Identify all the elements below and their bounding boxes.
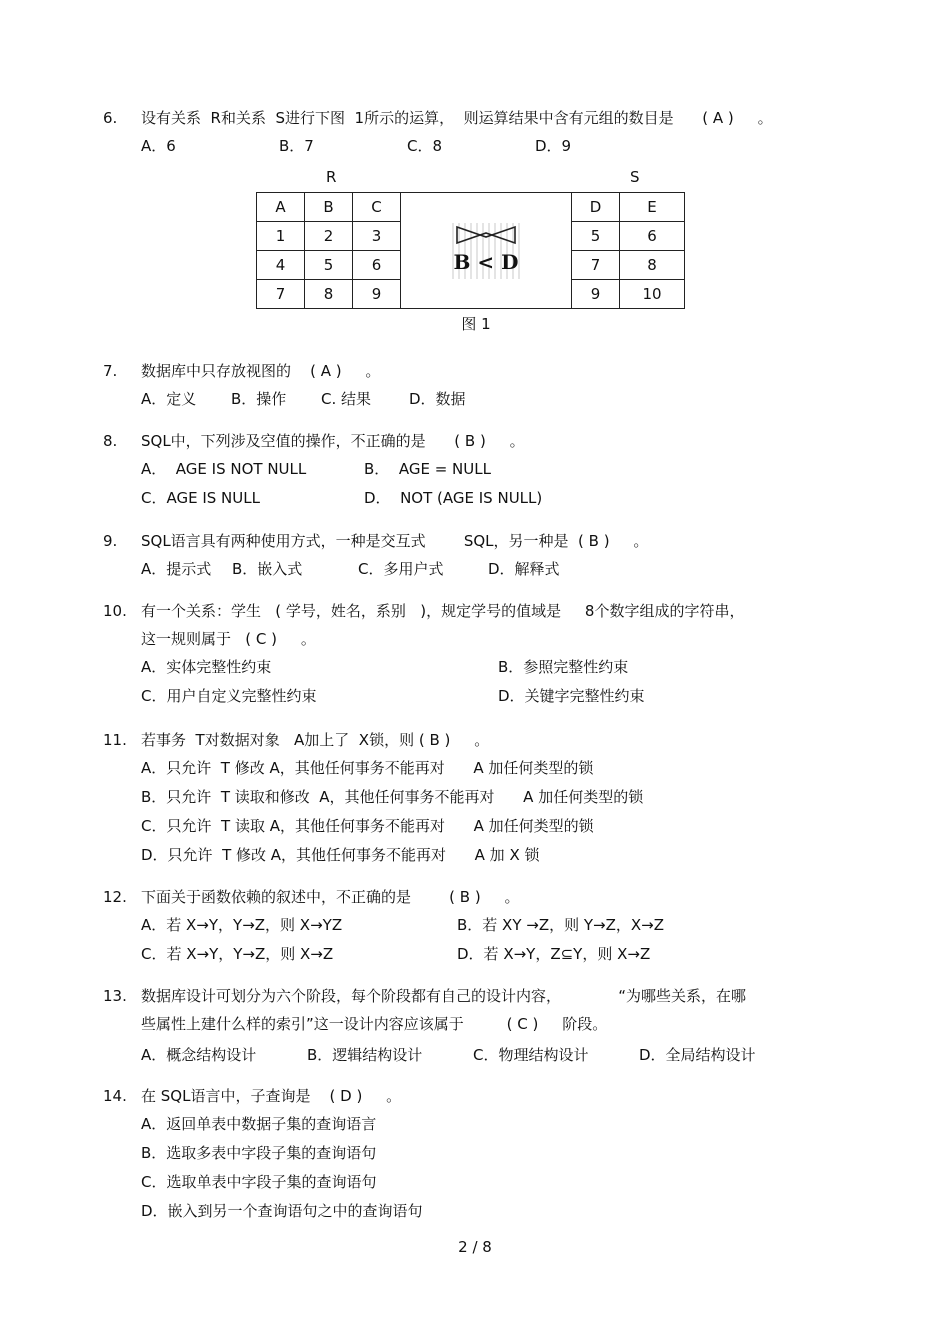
question-number: 11.: [103, 731, 127, 749]
option-c: C．AGE IS NULL: [141, 489, 260, 507]
table-cell: E: [620, 193, 685, 222]
table-cell: 10: [620, 280, 685, 309]
question-number: 7.: [103, 362, 118, 380]
table-cell: 8: [305, 280, 353, 309]
option-a: A．若 X→Y，Y→Z，则 X→YZ: [141, 916, 343, 934]
option-b: B．选取多表中字段子集的查询语句: [141, 1144, 377, 1162]
option-d: D．解释式: [488, 560, 560, 578]
relation-r-table: [256, 192, 401, 309]
question-6: [103, 104, 863, 161]
join-condition: B < D: [453, 249, 519, 274]
table-header-row: [572, 193, 685, 222]
question-text: 下面关于函数依赖的叙述中，不正确的是 ( B ) 。: [141, 888, 520, 906]
relation-s-table: [571, 192, 685, 309]
question-10: [103, 597, 863, 711]
question-number: 9.: [103, 532, 118, 550]
question-14: [103, 1082, 863, 1226]
table-cell: 3: [353, 222, 401, 251]
option-b: B．参照完整性约束: [498, 658, 629, 676]
table-cell: 7: [572, 251, 620, 280]
table-cell: 2: [305, 222, 353, 251]
table-cell: 5: [572, 222, 620, 251]
table-cell: A: [257, 193, 305, 222]
question-number: 8.: [103, 432, 118, 450]
table-cell: 4: [257, 251, 305, 280]
question-text: 数据库中只存放视图的 ( A ) 。: [141, 362, 381, 380]
table-row: [257, 280, 401, 309]
question-13: [103, 982, 863, 1072]
option-c: C．只允许 T 读取 A，其他任何事务不能再对 A 加任何类型的锁: [141, 817, 594, 835]
table-cell: 5: [305, 251, 353, 280]
question-number: 6.: [103, 109, 118, 127]
figure-1: [256, 166, 696, 337]
question-11: [103, 726, 863, 870]
table-row: [572, 251, 685, 280]
table-cell: 7: [257, 280, 305, 309]
option-a: A．实体完整性约束: [141, 658, 272, 676]
table-cell: D: [572, 193, 620, 222]
table-row: [257, 251, 401, 280]
option-b: B．逻辑结构设计: [307, 1046, 423, 1064]
option-c: C．选取单表中字段子集的查询语句: [141, 1173, 377, 1191]
option-c: C．物理结构设计: [473, 1046, 589, 1064]
option-c: C．8: [407, 137, 443, 155]
question-number: 10.: [103, 602, 127, 620]
table-row: [572, 222, 685, 251]
option-a: A． AGE IS NOT NULL: [141, 460, 307, 478]
option-a: A．返回单表中数据子集的查询语言: [141, 1115, 377, 1133]
question-8: [103, 427, 863, 513]
option-a: A．6: [141, 137, 176, 155]
question-7: [103, 357, 863, 414]
relation-s-label: S: [630, 168, 640, 186]
theta-join-operator: [401, 192, 571, 309]
option-a: A．定义: [141, 390, 197, 408]
question-text: SQL语言具有两种使用方式，一种是交互式 SQL，另一种是 ( B ) 。: [141, 532, 649, 550]
option-b: B．嵌入式: [232, 560, 303, 578]
question-12: [103, 883, 863, 969]
option-c: C．用户自定义完整性约束: [141, 687, 317, 705]
table-cell: B: [305, 193, 353, 222]
table-cell: 8: [620, 251, 685, 280]
option-d: D．数据: [409, 390, 466, 408]
option-d: D．只允许 T 修改 A，其他任何事务不能再对 A 加 X 锁: [141, 846, 540, 864]
table-cell: 9: [572, 280, 620, 309]
table-header-row: [257, 193, 401, 222]
table-cell: 6: [353, 251, 401, 280]
join-icon: [447, 221, 525, 281]
question-text: 有一个关系：学生 ( 学号，姓名，系别 )，规定学号的值域是 8个数字组成的字符串，: [141, 602, 745, 620]
question-text-continued: 这一规则属于 ( C ) 。: [141, 630, 316, 648]
table-cell: C: [353, 193, 401, 222]
question-number: 14.: [103, 1087, 127, 1105]
question-text: 设有关系 R和关系 S进行下图 1所示的运算， 则运算结果中含有元组的数目是 ( A ) 。: [141, 109, 773, 127]
question-text-continued: 些属性上建什么样的索引”这一设计内容应该属于 ( C ) 阶段。: [141, 1015, 608, 1033]
option-b: B．只允许 T 读取和修改 A，其他任何事务不能再对 A 加任何类型的锁: [141, 788, 644, 806]
question-text: 在 SQL语言中，子查询是 ( D ) 。: [141, 1087, 402, 1105]
option-b: B．若 XY →Z，则 Y→Z，X→Z: [457, 916, 665, 934]
question-text: 若事务 T对数据对象 A加上了 X锁，则 ( B ) 。: [141, 731, 490, 749]
figure-caption: 图 1: [461, 315, 491, 333]
question-number: 13.: [103, 987, 127, 1005]
option-b: B．操作: [231, 390, 287, 408]
option-b: B． AGE = NULL: [364, 460, 491, 478]
table-cell: 9: [353, 280, 401, 309]
table-row: [257, 222, 401, 251]
question-text: SQL中，下列涉及空值的操作，不正确的是 ( B ) 。: [141, 432, 525, 450]
option-a: A．只允许 T 修改 A，其他任何事务不能再对 A 加任何类型的锁: [141, 759, 594, 777]
question-number: 12.: [103, 888, 127, 906]
table-cell: 6: [620, 222, 685, 251]
option-b: B．7: [279, 137, 314, 155]
option-d: D． NOT (AGE IS NULL): [364, 489, 543, 507]
option-d: D．若 X→Y，Z⊆Y，则 X→Z: [457, 945, 651, 963]
option-d: D．关键字完整性约束: [498, 687, 645, 705]
option-c: C．多用户式: [358, 560, 444, 578]
table-row: [572, 280, 685, 309]
question-text: 数据库设计可划分为六个阶段，每个阶段都有自己的设计内容， “为哪些关系，在哪: [141, 987, 746, 1005]
option-a: A．提示式: [141, 560, 212, 578]
question-9: [103, 527, 863, 584]
option-c: C．若 X→Y，Y→Z，则 X→Z: [141, 945, 334, 963]
option-d: D．嵌入到另一个查询语句之中的查询语句: [141, 1202, 423, 1220]
option-c: C. 结果: [321, 390, 372, 408]
option-a: A．概念结构设计: [141, 1046, 257, 1064]
page-number: 2 / 8: [458, 1238, 492, 1256]
table-cell: 1: [257, 222, 305, 251]
relation-r-label: R: [326, 168, 337, 186]
option-d: D．全局结构设计: [639, 1046, 756, 1064]
option-d: D．9: [535, 137, 572, 155]
